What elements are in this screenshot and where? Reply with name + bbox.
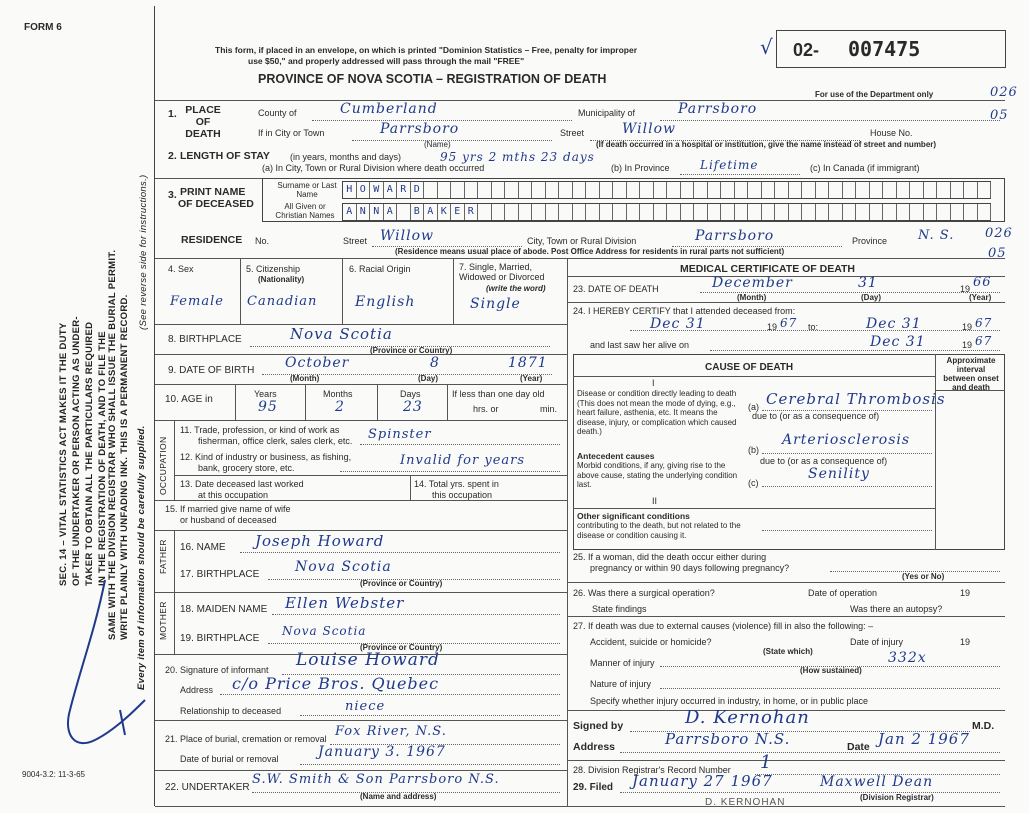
age-label: 10. AGE in [165, 394, 213, 405]
last-seen-19: 19 [962, 340, 973, 350]
letter-box: H [343, 182, 357, 198]
filed-label: 29. Filed [573, 782, 614, 793]
letter-box [789, 204, 803, 220]
dob-month-sub: (Month) [290, 374, 320, 383]
side-text-3: TAKER TO OBTAIN ALL THE PARTICULARS REQUIRED [84, 321, 95, 586]
residence-label: RESIDENCE [181, 234, 243, 246]
mother-birthplace: Nova Scotia [282, 624, 367, 638]
letter-box [978, 182, 992, 198]
last-seen-label: and last saw her alive on [590, 340, 690, 350]
father-name-label: 16. NAME [180, 542, 226, 553]
residence-city-label: City, Town or Rural Division [527, 236, 637, 246]
letter-box [640, 204, 654, 220]
cause-c-value: Senility [808, 466, 870, 482]
letter-box [748, 182, 762, 198]
signed-by-label: Signed by [573, 720, 624, 732]
city-label: If in City or Town [258, 128, 325, 138]
autopsy-label: Was there an autopsy? [850, 604, 943, 614]
q27-label: 27. If death was due to external causes (violence) fill in also the following: – [573, 621, 874, 631]
death-month: December [712, 275, 793, 291]
birthplace-value: Nova Scotia [290, 325, 393, 343]
death-year-prefix: 19 [960, 284, 971, 294]
q2-b-label: (b) In Province [611, 163, 670, 173]
letter-box [654, 182, 668, 198]
physician-address-label: Address [573, 741, 616, 753]
letter-box [559, 204, 573, 220]
letter-box [843, 204, 857, 220]
municipality-value: Parrsboro [678, 101, 758, 117]
letter-box: E [451, 204, 465, 220]
specify-label: Specify whether injury occurred in industry, in home, or in public place [590, 696, 868, 706]
side-text-5: SAME WITH THE DIVISION REGISTRAR WHO SHALL ISSUE THE BURIAL PERMIT. [107, 249, 118, 640]
marital-sub: (write the word) [486, 284, 546, 293]
letter-box [627, 182, 641, 198]
letter-box [937, 204, 951, 220]
letter-box [613, 182, 627, 198]
attended-to-year: 67 [975, 316, 993, 330]
envelope-note-1: This form, if placed in an envelope, on which is printed "Dominion Statistics – Free, penalty for improper [215, 45, 638, 55]
residence-note: (Residence means usual place of abode. Post Office Address for residents in rural parts not sufficient) [395, 247, 785, 256]
marital-label: 7. Single, Married, Widowed or Divorced [459, 262, 545, 282]
injury-year-19: 19 [960, 637, 971, 647]
state-which-label: (State which) [763, 647, 813, 656]
citizenship-label: 5. Citizenship [246, 264, 301, 274]
dob-year: 1871 [508, 355, 548, 371]
county-label: County of [258, 108, 297, 118]
cause-b-value: Arteriosclerosis [782, 432, 911, 448]
side-text-4: IN THE REGISTRATION OF DEATH, AND TO FILE THE [97, 331, 108, 586]
death-year: 66 [973, 275, 992, 290]
letter-box [951, 204, 965, 220]
birthplace-sub: (Province or Country) [370, 346, 453, 355]
q15-label-b: or husband of deceased [180, 515, 277, 525]
letter-box [492, 204, 506, 220]
street-value: Willow [622, 121, 676, 137]
attended-to: Dec 31 [866, 316, 922, 332]
residence-no-label: No. [255, 236, 270, 246]
father-side-label: FATHER [158, 539, 168, 574]
days-label: Days [400, 389, 421, 399]
form-title: PROVINCE OF NOVA SCOTIA – REGISTRATION OF DEATH [258, 72, 607, 86]
letter-box [559, 182, 573, 198]
accident-label: Accident, suicide or homicide? [590, 637, 712, 647]
citizenship-value: Canadian [247, 294, 318, 309]
sex-label: 4. Sex [168, 264, 194, 274]
cause-a-value: Cerebral Thrombosis [766, 390, 946, 408]
father-birthplace-label: 17. BIRTHPLACE [180, 569, 260, 580]
other-title: Other significant conditions [577, 511, 690, 521]
findings-label: State findings [592, 604, 647, 614]
q14-label-b: this occupation [432, 490, 493, 500]
house-label: House No. [870, 128, 913, 138]
months-value: 2 [335, 399, 345, 415]
q2-a-label: (a) In City, Town or Rural Division where death occurred [262, 163, 485, 173]
letter-box [505, 204, 519, 220]
manner-label: Manner of injury [590, 658, 655, 668]
registration-prefix: 02- [793, 40, 820, 60]
informant-relationship: niece [345, 699, 386, 714]
father-birthplace-sub: (Province or Country) [360, 579, 443, 588]
md-label: M.D. [972, 720, 995, 732]
record-number: 1 [760, 752, 773, 773]
q2-c-label: (c) In Canada (if immigrant) [810, 163, 920, 173]
letter-box [897, 204, 911, 220]
letter-box [532, 204, 546, 220]
informant-relationship-label: Relationship to deceased [180, 706, 282, 716]
letter-box [762, 204, 776, 220]
hospital-note: (If death occurred in a hospital or institution, give the name instead of street and number) [596, 140, 937, 149]
letter-box: B [411, 204, 425, 220]
side-text-6: WRITE PLAINLY WITH UNFADING INK. THIS IS A PERMANENT RECORD. [119, 294, 130, 640]
registrar-signature: Maxwell Dean [820, 774, 934, 790]
letter-box [735, 204, 749, 220]
days-value: 23 [403, 399, 423, 415]
letter-box [573, 204, 587, 220]
letter-box [667, 182, 681, 198]
q2-label: LENGTH OF STAY [180, 150, 270, 162]
letter-box [694, 204, 708, 220]
q12-value: Invalid for years [400, 453, 526, 468]
burial-date: January 3. 1967 [318, 744, 446, 760]
dept-code-1: 026 [990, 85, 1018, 100]
due-to-1: due to (or as a consequence of) [752, 411, 880, 421]
letter-box [573, 182, 587, 198]
q3-number: 3. [168, 189, 177, 201]
letter-box: A [343, 204, 357, 220]
residence-city: Parrsboro [695, 228, 775, 244]
years-value: 95 [258, 399, 278, 415]
q25-label-b: pregnancy or within 90 days following pregnancy? [590, 563, 790, 573]
letter-box [478, 204, 492, 220]
nature-label: Nature of injury [590, 679, 652, 689]
letter-box [667, 204, 681, 220]
informant-signature: Louise Howard [296, 650, 440, 670]
letter-box [546, 182, 560, 198]
letter-box [978, 204, 992, 220]
street-label: Street [560, 128, 585, 138]
letter-box [735, 182, 749, 198]
dob-label: 9. DATE OF BIRTH [168, 365, 255, 376]
dept-code-2: 05 [990, 108, 1009, 123]
municipality-label: Municipality of [578, 108, 636, 118]
death-day: 31 [858, 275, 878, 291]
mother-maiden-label: 18. MAIDEN NAME [180, 604, 268, 615]
less-than-day-label: If less than one day old [452, 389, 545, 399]
q2-value: 95 yrs 2 mths 23 days [440, 150, 595, 164]
letter-box [519, 182, 533, 198]
letter-box [654, 204, 668, 220]
letter-box [951, 182, 965, 198]
letter-box [870, 204, 884, 220]
filed-date: January 27 1967 [632, 772, 773, 790]
how-sustained-label: (How sustained) [800, 666, 862, 675]
record-number-label: 28. Division Registrar's Record Number [573, 765, 731, 775]
letter-box [816, 182, 830, 198]
occupation-side-label: OCCUPATION [158, 436, 168, 495]
registrar-label: (Division Registrar) [860, 793, 934, 802]
letter-box [586, 204, 600, 220]
part-1-label: I [652, 378, 655, 388]
residence-province-label: Province [852, 236, 888, 246]
q15-label-a: 15. If married give name of wife [165, 504, 291, 514]
letter-box [829, 204, 843, 220]
letter-box [883, 204, 897, 220]
marital-value: Single [470, 296, 521, 312]
death-month-sub: (Month) [737, 293, 767, 302]
due-to-2: due to (or as a consequence of) [760, 456, 888, 466]
part-2-label: II [652, 496, 658, 506]
letter-box [708, 182, 722, 198]
letter-box [681, 204, 695, 220]
last-seen-year: 67 [975, 334, 993, 348]
letter-box [883, 182, 897, 198]
dob-day-sub: (Day) [418, 374, 439, 383]
q12-label-b: bank, grocery store, etc. [198, 463, 295, 473]
letter-box [519, 204, 533, 220]
letter-box [438, 182, 452, 198]
q2-unit-note: (in years, months and days) [290, 152, 402, 162]
cause-b-label: (b) [748, 445, 759, 455]
typed-physician-name: D. KERNOHAN [705, 797, 786, 808]
min-label: min. [540, 404, 558, 414]
cause-a-label: (a) [748, 402, 759, 412]
dept-use-label: For use of the Department only [815, 90, 934, 99]
q11-label-b: fisherman, office clerk, sales clerk, etc. [198, 436, 353, 446]
letter-box [802, 204, 816, 220]
letter-box: W [370, 182, 384, 198]
print-code: 9004-3.2: 11-3-65 [22, 770, 86, 779]
physician-signature: D. Kernohan [685, 707, 810, 728]
letter-box [856, 182, 870, 198]
q13-label-a: 13. Date deceased last worked [180, 479, 304, 489]
attended-from-year: 67 [780, 316, 798, 330]
q11-label-a: 11. Trade, profession, or kind of work as [180, 425, 340, 435]
side-text-8: Every item of information should be carefully supplied. [136, 425, 147, 690]
antecedent-title: Antecedent causes [577, 451, 655, 461]
letter-box [964, 204, 978, 220]
death-year-sub: (Year) [969, 293, 992, 302]
q3-label-1: PRINT NAME [180, 186, 246, 198]
margin-scribble [25, 560, 155, 770]
death-day-sub: (Day) [861, 293, 882, 302]
letter-box: N [370, 204, 384, 220]
letter-box [694, 182, 708, 198]
letter-box: A [384, 182, 398, 198]
letter-box [870, 182, 884, 198]
letter-box [708, 204, 722, 220]
letter-box: D [411, 182, 425, 198]
letter-box [600, 204, 614, 220]
letter-box [505, 182, 519, 198]
letter-box: K [438, 204, 452, 220]
burial-place-label: 21. Place of burial, cremation or removal [165, 734, 327, 744]
letter-box [546, 204, 560, 220]
surname-label: Surname or Last Name [277, 181, 337, 199]
letter-box: N [357, 204, 371, 220]
check-mark: √ [760, 35, 774, 59]
side-text-2: OF THE UNDERTAKER OR PERSON ACTING AS UNDER- [71, 316, 82, 586]
undertaker-value: S.W. Smith & Son Parrsboro N.S. [252, 772, 500, 787]
letter-box [897, 182, 911, 198]
form-number: FORM 6 [24, 22, 62, 33]
q12-label-a: 12. Kind of industry or business, as fishing, [180, 452, 352, 462]
residence-street: Willow [380, 228, 434, 244]
attended-to-label: to: [808, 322, 819, 332]
q13-label-b: at this occupation [198, 490, 269, 500]
letter-box [924, 204, 938, 220]
attended-from: Dec 31 [650, 316, 706, 332]
signature-date-label: Date [847, 741, 870, 753]
attended-label: 24. I HEREBY CERTIFY that I attended deceased from: [573, 306, 796, 316]
q25-yes-no: (Yes or No) [902, 572, 945, 581]
letter-box: R [397, 182, 411, 198]
letter-box [789, 182, 803, 198]
letter-box: R [465, 204, 479, 220]
letter-box [762, 182, 776, 198]
birthplace-label: 8. BIRTHPLACE [168, 334, 242, 345]
letter-box: O [357, 182, 371, 198]
months-label: Months [323, 389, 353, 399]
side-text-1: SEC. 14 – VITAL STATISTICS ACT MAKES IT THE DUTY [58, 322, 69, 586]
injury-date-label: Date of injury [850, 637, 904, 647]
attended-from-19: 19 [767, 322, 778, 332]
undertaker-label: 22. UNDERTAKER [165, 782, 250, 793]
mother-maiden-name: Ellen Webster [285, 594, 405, 612]
residence-street-label: Street [343, 236, 368, 246]
dob-month: October [285, 355, 350, 371]
citizenship-sub: (Nationality) [258, 275, 305, 284]
letter-box [627, 204, 641, 220]
envelope-note-2: use $50," and properly addressed will pass through the mail "FREE" [248, 56, 525, 66]
father-name: Joseph Howard [255, 532, 385, 550]
racial-value: English [355, 294, 416, 310]
residence-code-1: 026 [985, 226, 1013, 241]
dob-day: 8 [430, 355, 440, 371]
interval-label: Approximate interval between onset and death [943, 356, 999, 392]
letter-box [721, 182, 735, 198]
letter-box [600, 182, 614, 198]
father-birthplace: Nova Scotia [295, 559, 392, 575]
informant-address-label: Address [180, 685, 214, 695]
letter-box: A [424, 204, 438, 220]
county-value: Cumberland [340, 101, 438, 117]
letter-box [492, 182, 506, 198]
racial-label: 6. Racial Origin [349, 264, 411, 274]
q2-number: 2. [168, 150, 177, 162]
dob-year-sub: (Year) [520, 374, 543, 383]
mother-birthplace-sub: (Province or Country) [360, 643, 443, 652]
letter-box [451, 182, 465, 198]
attended-to-19: 19 [962, 322, 973, 332]
side-text-7: (See reverse side for instructions.) [138, 174, 149, 330]
letter-box [937, 182, 951, 198]
letter-box: A [384, 204, 398, 220]
mother-side-label: MOTHER [158, 601, 168, 640]
q25-label-a: 25. If a woman, did the death occur either during [573, 552, 767, 562]
given-names-grid [342, 203, 991, 221]
q2-b-value: Lifetime [700, 158, 759, 172]
letter-box [478, 182, 492, 198]
letter-box [532, 182, 546, 198]
antecedent-text: Morbid conditions, if any, giving rise to the above cause, stating the underlying condition last. [577, 461, 738, 489]
letter-box [816, 204, 830, 220]
disease-label: Disease or condition directly leading to death (This does not mean the mode of dying, e.g., heart failure, asthenia, etc. It means the disease, injury, or complication which caused death.) [577, 389, 737, 436]
informant-address: c/o Price Bros. Quebec [232, 674, 440, 693]
registration-number: 007475 [848, 37, 921, 61]
medical-title: MEDICAL CERTIFICATE OF DEATH [680, 263, 855, 275]
letter-box [910, 204, 924, 220]
signature-date: Jan 2 1967 [878, 730, 970, 748]
letter-box [424, 182, 438, 198]
letter-box [856, 204, 870, 220]
other-text: contributing to the death, but not related to the disease or condition causing it. [577, 521, 741, 540]
cause-code: 332x [888, 650, 927, 666]
letter-box [964, 182, 978, 198]
q11-value: Spinster [368, 427, 432, 442]
letter-box [397, 204, 411, 220]
cause-title: CAUSE OF DEATH [705, 362, 794, 373]
residence-code-2: 05 [988, 246, 1007, 261]
city-value: Parrsboro [380, 121, 460, 137]
letter-box [721, 204, 735, 220]
hrs-label: hrs. or [473, 404, 499, 414]
burial-date-label: Date of burial or removal [180, 754, 279, 764]
letter-box [748, 204, 762, 220]
physician-address: Parrsboro N.S. [665, 730, 791, 748]
burial-place: Fox River, N.S. [335, 724, 447, 739]
last-seen: Dec 31 [870, 334, 926, 350]
letter-box [775, 204, 789, 220]
letter-box [802, 182, 816, 198]
undertaker-sub: (Name and address) [360, 792, 437, 801]
letter-box [843, 182, 857, 198]
letter-box [465, 182, 479, 198]
letter-box [681, 182, 695, 198]
cause-c-label: (c) [748, 478, 759, 488]
sex-value: Female [170, 294, 224, 309]
q1-label: PLACE OF DEATH [185, 104, 221, 140]
q14-label-a: 14. Total yrs. spent in [414, 479, 499, 489]
letter-box [613, 204, 627, 220]
letter-box [910, 182, 924, 198]
letter-box [586, 182, 600, 198]
letter-box [829, 182, 843, 198]
q1-number: 1. [168, 108, 177, 120]
letter-box [775, 182, 789, 198]
mother-birthplace-label: 19. BIRTHPLACE [180, 633, 260, 644]
q26-label: 26. Was there a surgical operation? [573, 588, 715, 598]
informant-sig-label: 20. Signature of informant [165, 665, 269, 675]
years-label: Years [254, 389, 277, 399]
letter-box [924, 182, 938, 198]
operation-year-19: 19 [960, 588, 971, 598]
letter-box [640, 182, 654, 198]
date-of-death-label: 23. DATE OF DEATH [573, 284, 659, 294]
residence-province: N. S. [918, 228, 955, 243]
q3-label-2: OF DECEASED [178, 198, 254, 210]
operation-date-label: Date of operation [808, 588, 878, 598]
given-names-label: All Given or Christian Names [275, 202, 335, 220]
surname-grid [342, 181, 991, 199]
city-name-sublabel: (Name) [424, 140, 451, 149]
